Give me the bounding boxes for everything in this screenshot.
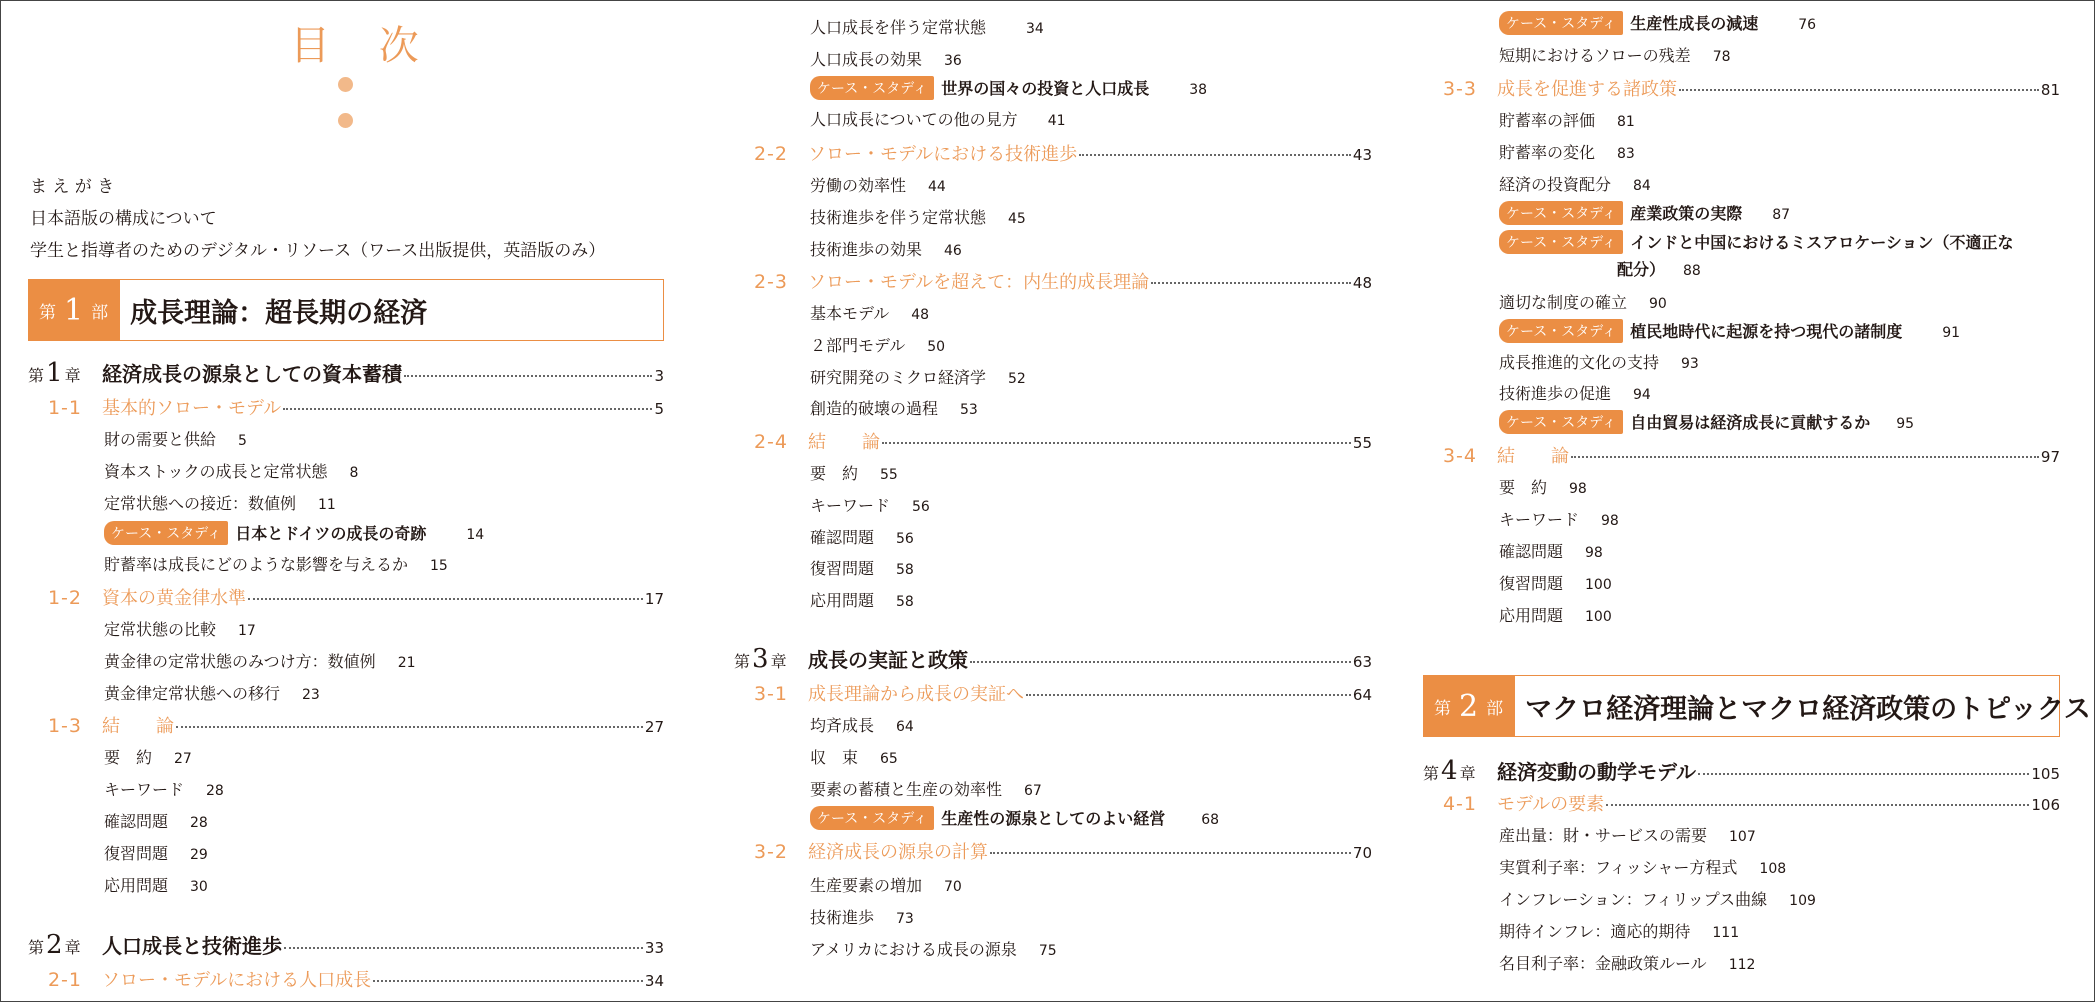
page-number: 3 xyxy=(654,367,664,385)
part-prefix: 第 xyxy=(1434,698,1451,719)
page-number: 43 xyxy=(1352,146,1372,164)
item[interactable]: キーワード 98 xyxy=(1499,510,1619,529)
part-2-title: マクロ経済理論とマクロ経済政策のトピックス xyxy=(1525,693,2091,725)
section-title: 経済成長の源泉の計算 xyxy=(808,842,988,863)
item[interactable]: 人口成長を伴う定常状態 34 xyxy=(810,18,1044,37)
item[interactable]: キーワード 56 xyxy=(810,496,930,515)
section-4-1[interactable] xyxy=(1423,790,2060,816)
chapter-2[interactable] xyxy=(28,930,664,960)
section-2-3[interactable] xyxy=(734,268,1372,294)
page-number: 48 xyxy=(1352,274,1372,292)
chapter-4[interactable] xyxy=(1423,756,2060,786)
leader-dots xyxy=(990,852,1351,854)
item[interactable]: 応用問題 100 xyxy=(1499,606,1612,625)
case-study-badge: ケース・スタディ xyxy=(1499,410,1623,434)
chapter-title: 経済成長の源泉としての資本蓄積 xyxy=(102,362,402,386)
case-study-item-continuation[interactable]: 配分） 88 xyxy=(1617,260,1701,279)
leader-dots xyxy=(1679,89,2039,91)
page-number: 5 xyxy=(654,400,664,418)
item[interactable]: 人口成長の効果 36 xyxy=(810,50,962,69)
leader-dots xyxy=(1079,154,1351,156)
case-study-item[interactable]: ケース・スタディ 生産性の源泉としてのよい経営 68 xyxy=(810,806,1219,831)
section-1-2[interactable] xyxy=(28,584,664,610)
part-suffix: 部 xyxy=(1486,698,1504,719)
part-number: 1 xyxy=(64,292,84,328)
ornament-dot xyxy=(338,77,353,92)
section-number: 1-1 xyxy=(47,397,83,419)
item[interactable]: 財の需要と供給 5 xyxy=(104,430,247,449)
section-3-1[interactable] xyxy=(734,680,1372,706)
item[interactable]: 黄金律の定常状態のみつけ方：数値例 21 xyxy=(104,652,416,671)
case-study-item[interactable]: ケース・スタディ インドと中国におけるミスアロケーション（不適正な xyxy=(1499,230,2014,255)
case-study-badge: ケース・スタディ xyxy=(1499,11,1623,35)
case-study-badge: ケース・スタディ xyxy=(1499,319,1623,343)
section-number: 4-1 xyxy=(1442,793,1478,815)
section-3-2[interactable] xyxy=(734,838,1372,864)
part-2-tag xyxy=(1424,676,1515,736)
case-study-item[interactable]: ケース・スタディ 植民地時代に起源を持つ現代の諸制度 91 xyxy=(1499,319,1960,344)
page-number: 34 xyxy=(644,972,664,990)
item[interactable]: 技術進歩の効果 46 xyxy=(810,240,962,259)
item[interactable]: 創造的破壊の過程 53 xyxy=(810,399,978,418)
toc-title: 目 次 xyxy=(290,23,437,69)
item[interactable]: 経済の投資配分 84 xyxy=(1499,175,1651,194)
leader-dots xyxy=(1698,773,2029,775)
part-1-title: 成長理論：超長期の経済 xyxy=(130,297,428,329)
section-number: 2-1 xyxy=(47,969,83,991)
item[interactable]: 要素の蓄積と生産の効率性 67 xyxy=(810,780,1042,799)
chapter-title: 人口成長と技術進歩 xyxy=(102,934,282,958)
item[interactable]: 生産要素の増加 70 xyxy=(810,876,962,895)
chapter-prefix: 第2 章 xyxy=(28,930,81,960)
page-number: 64 xyxy=(1352,686,1372,704)
case-study-badge: ケース・スタディ xyxy=(104,521,228,545)
part-2-heading[interactable] xyxy=(1423,675,2091,737)
item[interactable]: インフレーション：フィリップス曲線 109 xyxy=(1499,890,1816,909)
section-2-2[interactable] xyxy=(734,140,1372,166)
item[interactable]: 人口成長についての他の見方 41 xyxy=(810,110,1066,129)
page-number: 97 xyxy=(2040,448,2060,466)
chapter-title: 成長の実証と政策 xyxy=(808,648,968,672)
item[interactable]: アメリカにおける成長の源泉 75 xyxy=(810,940,1057,959)
section-number: 1-3 xyxy=(47,715,83,737)
leader-dots xyxy=(1026,694,1351,696)
section-title: 結 論 xyxy=(102,716,174,737)
item[interactable]: キーワード 28 xyxy=(104,780,224,799)
leader-dots xyxy=(882,442,1351,444)
item[interactable]: 期待インフレ：適応的期待 111 xyxy=(1499,922,1740,941)
case-study-item[interactable]: ケース・スタディ 産業政策の実際 87 xyxy=(1499,201,1790,226)
page-number: 33 xyxy=(644,939,664,957)
section-title: モデルの要素 xyxy=(1497,794,1605,815)
section-number: 3-3 xyxy=(1442,78,1478,100)
page-number: 105 xyxy=(2031,765,2060,783)
part-prefix: 第 xyxy=(39,302,56,323)
page-number: 106 xyxy=(2031,796,2060,814)
item[interactable]: 短期におけるソローの残差 78 xyxy=(1499,46,1731,65)
section-title: 結 論 xyxy=(1497,446,1569,467)
section-number: 3-4 xyxy=(1442,445,1478,467)
page-number: 17 xyxy=(644,590,664,608)
section-title: 成長理論から成長の実証へ xyxy=(808,684,1024,705)
item[interactable]: 応用問題 30 xyxy=(104,876,208,895)
item[interactable]: 産出量：財・サービスの需要 107 xyxy=(1499,826,1756,845)
item[interactable]: 要 約 98 xyxy=(1499,478,1587,497)
item[interactable]: 定常状態への接近：数値例 11 xyxy=(104,494,336,513)
leader-dots xyxy=(404,375,652,377)
case-study-item[interactable]: ケース・スタディ 日本とドイツの成長の奇跡 14 xyxy=(104,521,484,546)
item[interactable]: 研究開発のミクロ経済学 52 xyxy=(810,368,1026,387)
leader-dots xyxy=(176,726,643,728)
page-number: 70 xyxy=(1352,844,1372,862)
section-number: 2-4 xyxy=(753,431,789,453)
item[interactable]: 復習問題 58 xyxy=(810,559,914,578)
section-title: 資本の黄金律水準 xyxy=(102,588,246,609)
section-2-4[interactable] xyxy=(734,428,1372,454)
page-number: 55 xyxy=(1352,434,1372,452)
case-study-badge: ケース・スタディ xyxy=(810,76,934,100)
section-number: 1-2 xyxy=(47,587,83,609)
case-study-badge: ケース・スタディ xyxy=(810,806,934,830)
item[interactable]: 黄金律定常状態への移行 23 xyxy=(104,684,320,703)
item[interactable]: 基本モデル 48 xyxy=(810,304,930,323)
section-3-3[interactable] xyxy=(1423,75,2060,101)
item[interactable]: 要 約 55 xyxy=(810,464,898,483)
section-title: ソロー・モデルを超えて：内生的成長理論 xyxy=(808,272,1150,293)
part-1-heading[interactable] xyxy=(28,279,664,341)
section-number: 2-3 xyxy=(753,271,789,293)
leader-dots xyxy=(1606,804,2029,806)
leader-dots xyxy=(284,947,643,949)
item[interactable]: 資本ストックの成長と定常状態 8 xyxy=(104,462,359,481)
item[interactable]: 収 束 65 xyxy=(810,748,898,767)
page-number: 27 xyxy=(644,718,664,736)
item[interactable]: 名目利子率：金融政策ルール 112 xyxy=(1499,954,1756,973)
chapter-3[interactable] xyxy=(734,644,1372,674)
case-study-item[interactable]: ケース・スタディ 自由貿易は経済成長に貢献するか 95 xyxy=(1499,410,1914,435)
leader-dots xyxy=(1151,282,1351,284)
page-number: 81 xyxy=(2040,81,2060,99)
ornament-dot xyxy=(338,113,353,128)
section-number: 2-2 xyxy=(753,143,789,165)
front-matter-japanese-edition[interactable]: 日本語版の構成について xyxy=(30,209,217,229)
front-matter-digital-resources[interactable]: 学生と指導者のためのデジタル・リソース（ワース出版提供，英語版のみ） xyxy=(30,241,606,261)
part-number: 2 xyxy=(1459,688,1479,724)
section-number: 3-2 xyxy=(753,841,789,863)
item[interactable]: 貯蓄率は成長にどのような影響を与えるか 15 xyxy=(104,555,448,574)
chapter-prefix: 第4 章 xyxy=(1423,756,1476,786)
item[interactable]: 定常状態の比較 17 xyxy=(104,620,256,639)
item[interactable]: 貯蓄率の変化 83 xyxy=(1499,143,1635,162)
section-title: 成長を促進する諸政策 xyxy=(1497,79,1677,100)
chapter-prefix: 第3 章 xyxy=(734,644,787,674)
case-study-item[interactable]: ケース・スタディ 生産性成長の減速 76 xyxy=(1499,11,1816,36)
item[interactable]: 技術進歩の促進 94 xyxy=(1499,384,1651,403)
section-title: ソロー・モデルにおける技術進歩 xyxy=(808,144,1078,165)
section-1-1[interactable] xyxy=(28,394,664,420)
section-title: 基本的ソロー・モデル xyxy=(102,398,282,419)
front-matter-preface[interactable]: ま え が き xyxy=(30,177,115,197)
part-suffix: 部 xyxy=(91,302,109,323)
item[interactable]: 成長推進的文化の支持 93 xyxy=(1499,353,1699,372)
page-number: 63 xyxy=(1352,653,1372,671)
leader-dots xyxy=(283,408,652,410)
item[interactable]: 要 約 27 xyxy=(104,748,192,767)
item[interactable]: 実質利子率：フィッシャー方程式 108 xyxy=(1499,858,1787,877)
item[interactable]: 確認問題 56 xyxy=(810,528,914,547)
chapter-1[interactable] xyxy=(28,358,664,388)
item[interactable]: 適切な制度の確立 90 xyxy=(1499,293,1667,312)
leader-dots xyxy=(373,980,643,982)
chapter-prefix: 第1 章 xyxy=(28,358,81,388)
item[interactable]: ２部門モデル 50 xyxy=(810,336,946,355)
section-2-1[interactable] xyxy=(28,966,664,992)
item[interactable]: 技術進歩 73 xyxy=(810,908,914,927)
section-number: 3-1 xyxy=(753,683,789,705)
part-1-tag xyxy=(29,280,120,340)
section-1-3[interactable] xyxy=(28,712,664,738)
item[interactable]: 復習問題 100 xyxy=(1499,574,1612,593)
section-3-4[interactable] xyxy=(1423,442,2060,468)
section-title: 結 論 xyxy=(808,432,880,453)
item[interactable]: 応用問題 58 xyxy=(810,591,914,610)
item[interactable]: 確認問題 98 xyxy=(1499,542,1603,561)
item[interactable]: 労働の効率性 44 xyxy=(810,176,946,195)
leader-dots xyxy=(1571,456,2039,458)
section-title: ソロー・モデルにおける人口成長 xyxy=(102,970,372,991)
case-study-badge: ケース・スタディ xyxy=(1499,201,1623,225)
chapter-title: 経済変動の動学モデル xyxy=(1497,760,1696,784)
leader-dots xyxy=(248,598,643,600)
leader-dots xyxy=(970,661,1351,663)
item[interactable]: 貯蓄率の評価 81 xyxy=(1499,111,1635,130)
item[interactable]: 技術進歩を伴う定常状態 45 xyxy=(810,208,1026,227)
case-study-item[interactable]: ケース・スタディ 世界の国々の投資と人口成長 38 xyxy=(810,76,1207,101)
item[interactable]: 均斉成長 64 xyxy=(810,716,914,735)
case-study-badge: ケース・スタディ xyxy=(1499,230,1623,254)
item[interactable]: 確認問題 28 xyxy=(104,812,208,831)
item[interactable]: 復習問題 29 xyxy=(104,844,208,863)
